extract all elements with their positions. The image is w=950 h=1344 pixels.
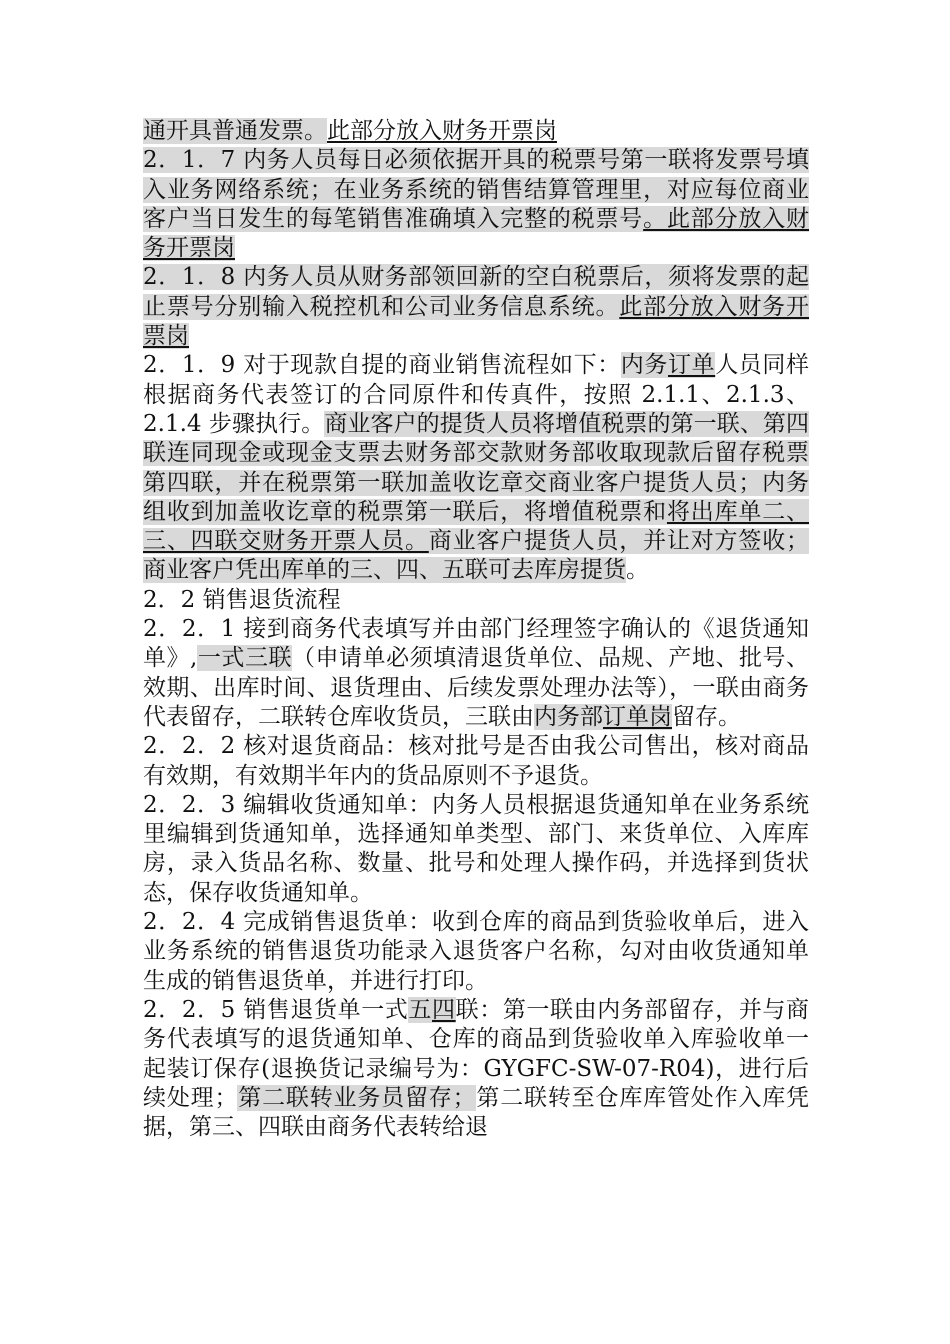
text-segment: 商业客户的提货人员将增值税票的第一联、第四联连同现金或现金支票去财务部交款财务部收取现款后留存税票第四联，并在税票第一联加盖收讫章交商业客户提货人员；内务组收到加盖收讫章的税票第一联后，将增值税票和: [143, 410, 810, 525]
paragraph-p8: [143, 908, 809, 996]
text-segment: 2．2．3 编辑收货通知单：内务人员根据退货通知单在业务系统里编辑到货通知单，选择通知单类型、部门、来货单位、入库库房，录入货品名称、数量、批号和处理人操作码，并选择到货状态，保存收货通知单。: [143, 791, 809, 906]
text-segment: 2．2．4 完成销售退货单：收到仓库的商品到货验收单后，进入业务系统的销售退货功能录入退货客户名称，勾对由收货通知单生成的销售退货单，并进行打印。: [143, 909, 809, 994]
text-segment: 五: [408, 996, 433, 1023]
paragraph-p9: [143, 996, 809, 1142]
text-segment: 此部分放入财务开票岗: [327, 118, 557, 144]
text-segment: 2．2 销售退货流程: [143, 586, 341, 613]
text-segment: 一式三联: [197, 645, 292, 672]
text-segment: 四: [432, 996, 456, 1023]
text-segment: 内务: [620, 352, 668, 379]
text-segment: 此部分放入财务开票岗: [143, 293, 810, 350]
text-segment: 商业客户提货人员，并让对方签收；商业客户凭出库单的三、四、五联可去库房提货: [143, 528, 810, 584]
text-segment: 将出库单二、三、四联交财务开票人员。: [143, 498, 810, 555]
paragraph-p3: [143, 351, 809, 585]
text-segment: 联：第一联由内务部留存，并与商务代表填写的退货通知单、仓库的商品到货验收单入库验收单一起装订保存(退换货记录编号为：GYGFC-SW-07-R04)，进行后续处理；: [143, 996, 810, 1111]
text-segment: 2．1．7 内务人员每日必须依据开具的税票号第一联将发票号填入业务网络系统；在业务系统的销售结算管理里，对应每位商业客户当日发生的每笔销售准确填入完整的税票号: [143, 147, 809, 232]
text-segment: 内务部: [534, 703, 603, 730]
text-segment: 。: [626, 557, 649, 584]
text-segment: 2．2．1 接到商务代表填写并由部门经理签字确认的《退货通知单》,: [143, 616, 809, 672]
text-segment: 通开具普通发票。: [143, 118, 327, 144]
text-segment: 2．1．8 内务人员从财务部领回新的空白税票后，须将发票的起止票号分别输入税控机和公司业务信息系统。: [143, 264, 809, 320]
paragraph-p1: [143, 146, 809, 263]
text-segment: 订单: [668, 352, 716, 379]
text-segment: 订单岗: [603, 703, 672, 730]
text-segment: 2．1．9 对于现款自提的商业销售流程如下：: [143, 352, 621, 379]
text-segment: 2．2．5 销售退货单一式: [143, 996, 409, 1023]
text-segment: 第二联转业务员留存；: [237, 1084, 476, 1111]
paragraph-p4: [143, 586, 809, 615]
text-segment: 人员同样根据商务代表签订的合同原件和传真件，按照 2.1.1、2.1.3、2.1.4 步骤执行。: [143, 352, 810, 437]
paragraph-p5: [143, 615, 809, 732]
paragraph-p0: [143, 117, 809, 146]
text-segment: 留存。: [672, 703, 741, 730]
text-segment: （申请单必须填清退货单位、品规、产地、批号、效期、出库时间、退货理由、后续发票处理办法等），一联由商务代表留存，二联转仓库收货员，三联由: [143, 645, 810, 730]
text-segment: 。此部分放入财务开票岗: [143, 205, 810, 262]
text-segment: 第二联转至仓库库管处作入库凭据，第三、四联由商务代表转给退: [143, 1084, 810, 1141]
paragraph-p2: [143, 263, 809, 351]
document-page: [143, 117, 809, 1142]
text-segment: 2．2．2 核对退货商品：核对批号是否由我公司售出，核对商品有效期，有效期半年内的货品原则不予退货。: [143, 733, 809, 789]
paragraph-p6: [143, 732, 809, 791]
paragraph-p7: [143, 791, 809, 908]
